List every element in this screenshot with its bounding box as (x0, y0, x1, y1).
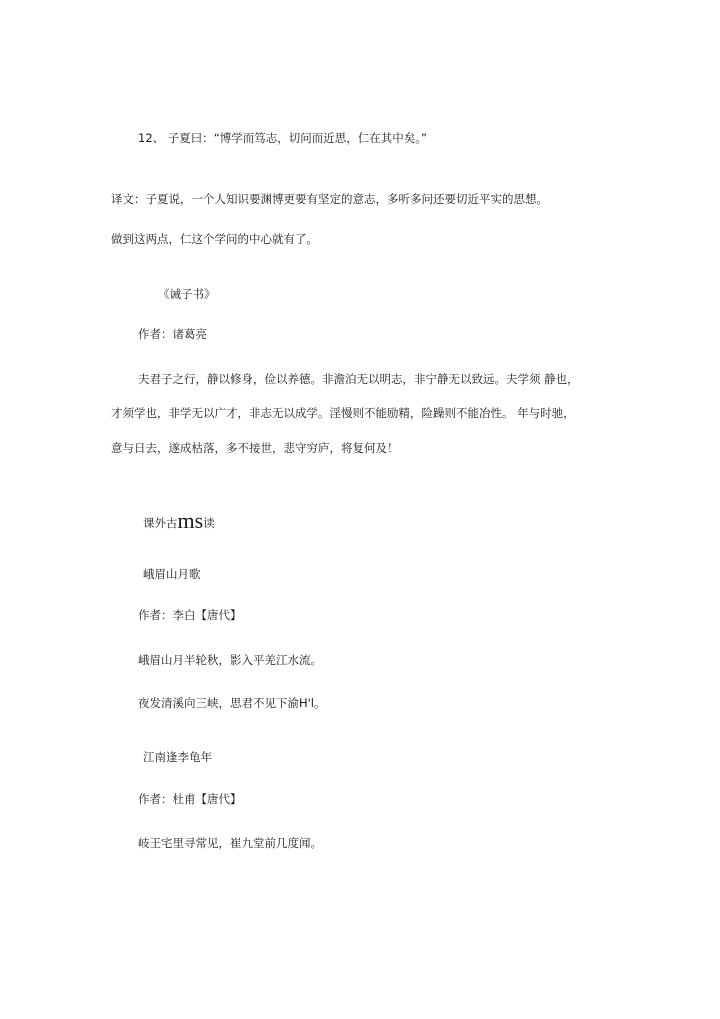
jiezishu-title: 《诫子书》 (158, 287, 216, 301)
poem-2-line-1: 岐王宅里寻常见，崔九堂前几度闻。 (138, 836, 322, 850)
poem-1-title: 峨眉山月歌 (143, 567, 201, 581)
jiezishu-author: 作者：诸葛亮 (138, 327, 207, 341)
poem-1-line-2: 夜发清溪向三峡，思君不见下渝H'l。 (138, 696, 326, 710)
translation-line-2: 做到这两点，仁这个学问的中心就有了。 (111, 232, 318, 246)
section-heading-post: 读 (203, 516, 215, 530)
section-heading-pre: 课外古 (143, 516, 178, 530)
section-heading (143, 509, 215, 531)
section-heading-big: ms (177, 508, 204, 533)
poem-1-author: 作者：李白【唐代】 (138, 608, 242, 622)
poem-2-author: 作者：杜甫【唐代】 (138, 792, 242, 806)
jiezishu-text-line-1: 夫君子之行，静以修身，俭以养德。非澹泊无以明志，非宁静无以致远。夫学须 静也， (138, 372, 579, 386)
entry-12-quote: 12、 子夏曰：“博学而笃志，切问而近思，仁在其中矣。” (138, 131, 427, 145)
poem-1-line-1: 峨眉山月半轮秋，影入平羌江水流。 (138, 653, 322, 667)
jiezishu-text-line-2: 才须学也，非学无以广才，非志无以成学。淫慢则不能励精，险躁则不能冶性。 年与时驰， (111, 406, 575, 420)
translation-line-1: 译文：子夏说，一个人知识要渊博更要有坚定的意志，多听多问还要切近平实的思想。 (111, 192, 548, 206)
jiezishu-text-line-3: 意与日去，遂成枯落，多不接世，悲守穷庐，将复何及！ (111, 441, 399, 455)
poem-2-title: 江南逢李龟年 (143, 750, 212, 764)
